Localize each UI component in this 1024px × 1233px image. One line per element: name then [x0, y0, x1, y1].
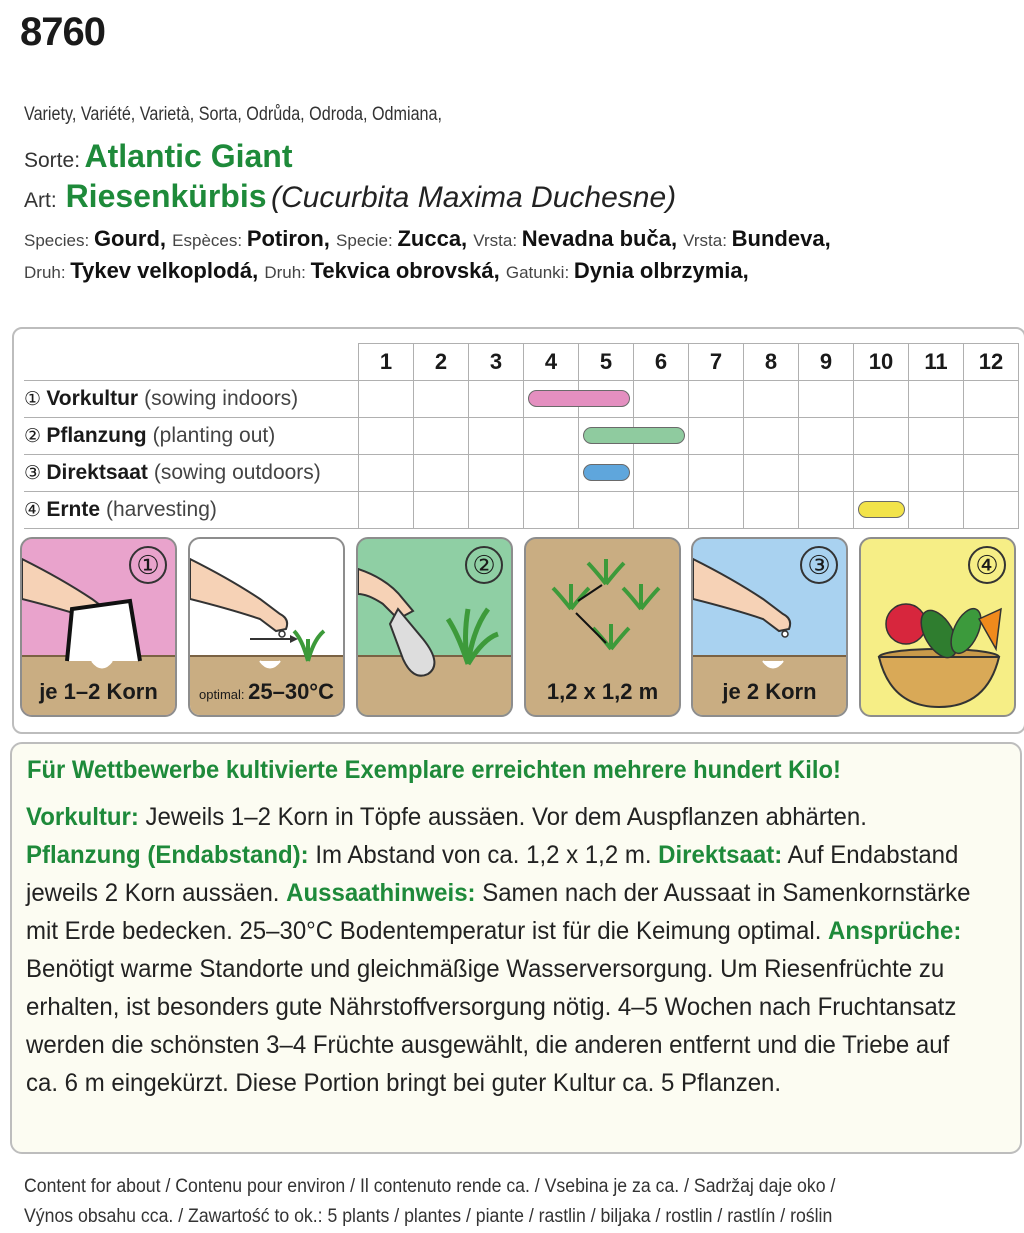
caption-text: 25–30°C: [248, 679, 334, 704]
month-6: 6: [634, 344, 689, 381]
species-lang-label: Vrsta:: [683, 231, 732, 250]
species-translations-2: [24, 258, 749, 284]
species-lang-value: Bundeva,: [731, 226, 831, 251]
pictogram-hand-sowing-outdoors: [691, 537, 848, 717]
cell: [359, 455, 414, 492]
month-7: 7: [689, 344, 744, 381]
step-number-badge: ②: [465, 546, 503, 584]
cell: [909, 418, 964, 455]
variety-row: [24, 138, 293, 175]
month-5: 5: [579, 344, 634, 381]
cell: [689, 455, 744, 492]
species-name: Riesenkürbis: [65, 178, 267, 214]
cell: [524, 455, 579, 492]
cell: [359, 492, 414, 529]
row-number: ④: [24, 500, 47, 521]
step-number-badge: ①: [129, 546, 167, 584]
cell: [909, 381, 964, 418]
instructions-text: [26, 798, 972, 1102]
cell: [689, 418, 744, 455]
species-label: Art:: [24, 189, 57, 212]
month-12: 12: [964, 344, 1019, 381]
calendar-row-ernte: [24, 492, 1019, 529]
calendar-corner: [24, 344, 359, 381]
pictogram-germination-seedling: [188, 537, 345, 717]
month-9: 9: [799, 344, 854, 381]
caption-small: optimal:: [198, 687, 249, 702]
species-lang-value: Potiron,: [246, 226, 337, 251]
cell: [909, 492, 964, 529]
variety-label: Sorte:: [24, 149, 81, 172]
pictogram-hand-sowing-pot: [20, 537, 177, 717]
cell: [634, 492, 689, 529]
row-number: ①: [24, 389, 47, 410]
pictogram-caption: [693, 679, 846, 705]
cell: [359, 381, 414, 418]
cell: [469, 492, 524, 529]
species-lang-label: Druh:: [24, 263, 71, 282]
cell: [689, 381, 744, 418]
step-number-badge: ③: [800, 546, 838, 584]
calendar-row-label: [24, 418, 359, 455]
pictogram-caption: [22, 679, 175, 705]
species-row: [24, 178, 676, 215]
instruction-text: Samen nach der Aussaat in Samenkornstärke mit Erde bedecken. 25–30°C Bodentemperatur ist für die Keimung optimal.: [26, 879, 971, 945]
cell: [799, 492, 854, 529]
instruction-text: Auf Endabstand jeweils 2 Korn aussäen.: [26, 841, 959, 907]
species-lang-value: Nevadna buča,: [521, 226, 684, 251]
cell: [799, 418, 854, 455]
row-name: Direktsaat: [46, 461, 148, 484]
month-11: 11: [909, 344, 964, 381]
step-number-badge: ④: [968, 546, 1006, 584]
cell: [964, 418, 1019, 455]
period-bar: [858, 501, 905, 518]
month-1: 1: [359, 344, 414, 381]
calendar-row-vorkultur: [24, 381, 1019, 418]
row-english: (sowing outdoors): [153, 461, 321, 484]
calendar-header-row: [24, 344, 1019, 381]
cell: [524, 492, 579, 529]
cell: [854, 381, 909, 418]
instruction-keyword: Ansprüche:: [828, 917, 962, 945]
species-lang-value: Tykev velkoplodá,: [70, 258, 265, 283]
row-number: ③: [24, 463, 47, 484]
cell: [524, 418, 579, 455]
cell: [524, 381, 579, 418]
cell: [579, 455, 634, 492]
instruction-keyword: Aussaathinweis:: [286, 879, 476, 907]
pictogram-caption: [526, 679, 679, 705]
row-name: Ernte: [46, 498, 100, 521]
calendar-row-direktsaat: [24, 455, 1019, 492]
row-english: (harvesting): [106, 498, 217, 521]
cell: [744, 492, 799, 529]
cell: [414, 492, 469, 529]
cell: [964, 492, 1019, 529]
cell: [414, 381, 469, 418]
cell: [909, 455, 964, 492]
month-2: 2: [414, 344, 469, 381]
cell: [854, 418, 909, 455]
product-code: 8760: [20, 10, 105, 54]
cell: [744, 418, 799, 455]
variety-translations: Variety, Variété, Varietà, Sorta, Odrůda, Odroda, Odmiana,: [24, 104, 443, 125]
calendar-table: [24, 343, 1019, 529]
row-name: Vorkultur: [46, 387, 139, 410]
species-lang-label: Species:: [24, 231, 94, 250]
caption-text: 1,2 x 1,2 m: [546, 679, 659, 704]
cell: [469, 455, 524, 492]
row-number: ②: [24, 426, 47, 447]
calendar-row-pflanzung: [24, 418, 1019, 455]
pictogram-caption: [190, 679, 343, 705]
content-note-2: Výnos obsahu cca. / Zawartość to ok.: 5 plants / plantes / piante / rastlin / biljaka / rostlin / rastlín / roślin: [24, 1206, 833, 1227]
latin-name: (Cucurbita Maxima Duchesne): [270, 181, 677, 214]
cell: [579, 492, 634, 529]
cell: [964, 381, 1019, 418]
content-note-1: Content for about / Contenu pour environ / Il contenuto rende ca. / Vsebina je za ca. / Sadržaj daje oko /: [24, 1176, 836, 1197]
instruction-text: Im Abstand von ca. 1,2 x 1,2 m.: [308, 841, 659, 869]
cell: [414, 455, 469, 492]
period-bar: [583, 464, 630, 481]
cell: [634, 381, 689, 418]
species-lang-value: Zucca,: [397, 226, 474, 251]
instruction-keyword: Vorkultur:: [26, 803, 139, 831]
pictogram-harvest-basket: [859, 537, 1016, 717]
headline: Für Wettbewerbe kultivierte Exemplare erreichten mehrere hundert Kilo!: [27, 756, 841, 784]
species-lang-value: Dynia olbrzymia,: [573, 258, 749, 283]
species-lang-label: Espèces:: [172, 231, 247, 250]
cell: [469, 418, 524, 455]
cell: [634, 418, 689, 455]
cell: [799, 455, 854, 492]
cell: [854, 492, 909, 529]
variety-name: Atlantic Giant: [84, 138, 293, 174]
cell: [414, 418, 469, 455]
instruction-text: Benötigt warme Standorte und gleichmäßige Wasserversorgung. Um Riesenfrüchte zu erhalten, ist besonders gute Nährstoffversorgung nötig. 4–5 Wochen nach Fruchtansatz werden die schönsten 3–4 Früchte ausgewählt, die anderen entfernt und die Triebe auf ca. 6 m eingekürzt. Diese Portion bringt bei guter Kultur ca. 5 Pflanzen.: [26, 955, 957, 1097]
cell: [579, 418, 634, 455]
instructions-box: [10, 742, 1022, 1154]
instruction-keyword: Direktsaat:: [658, 841, 783, 869]
species-lang-label: Vrsta:: [473, 231, 522, 250]
cell: [634, 455, 689, 492]
cell: [744, 381, 799, 418]
pictogram-planting-trowel: [356, 537, 513, 717]
cell: [799, 381, 854, 418]
cell: [854, 455, 909, 492]
cell: [744, 455, 799, 492]
month-10: 10: [854, 344, 909, 381]
species-lang-label: Druh:: [264, 263, 311, 282]
cell: [964, 455, 1019, 492]
species-lang-value: Gourd,: [93, 226, 173, 251]
calendar-row-label: [24, 381, 359, 418]
species-lang-value: Tekvica obrovská,: [310, 258, 506, 283]
month-8: 8: [744, 344, 799, 381]
month-4: 4: [524, 344, 579, 381]
cell: [469, 381, 524, 418]
species-lang-label: Specie:: [336, 231, 398, 250]
species-translations-1: [24, 226, 831, 252]
row-english: (sowing indoors): [144, 387, 299, 410]
row-english: (planting out): [152, 424, 276, 447]
cell: [359, 418, 414, 455]
cell: [689, 492, 744, 529]
caption-text: je 2 Korn: [722, 679, 817, 704]
instruction-text: Jeweils 1–2 Korn in Töpfe aussäen. Vor dem Auspflanzen abhärten.: [138, 803, 867, 831]
calendar-row-label: [24, 455, 359, 492]
month-3: 3: [469, 344, 524, 381]
calendar-row-label: [24, 492, 359, 529]
caption-text: je 1–2 Korn: [39, 679, 158, 704]
species-lang-label: Gatunki:: [505, 263, 574, 282]
cell: [579, 381, 634, 418]
row-name: Pflanzung: [46, 424, 147, 447]
instruction-keyword: Pflanzung (Endabstand):: [26, 841, 309, 869]
pictogram-plant-spacing: [524, 537, 681, 717]
